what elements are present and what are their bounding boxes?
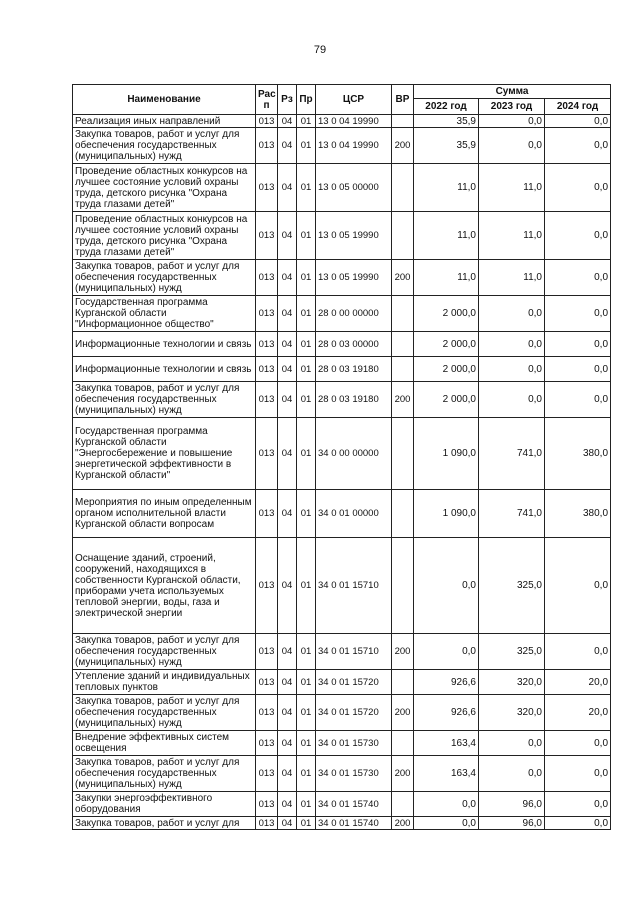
cell-y2023: 320,0: [479, 695, 545, 731]
cell-y2024: 0,0: [545, 128, 611, 164]
cell-csr: 28 0 03 00000: [316, 332, 392, 357]
cell-y2023: 325,0: [479, 634, 545, 670]
cell-pr: 01: [297, 296, 316, 332]
cell-y2024: 0,0: [545, 357, 611, 382]
cell-vr: [392, 212, 414, 260]
cell-rasp: 013: [256, 296, 278, 332]
cell-rasp: 013: [256, 695, 278, 731]
cell-pr: 01: [297, 490, 316, 538]
cell-vr: [392, 164, 414, 212]
cell-y2023: 11,0: [479, 164, 545, 212]
header-sum: Сумма: [414, 85, 611, 99]
page-number: 79: [313, 44, 327, 56]
cell-rasp: 013: [256, 634, 278, 670]
cell-rasp: 013: [256, 731, 278, 756]
cell-rz: 04: [278, 212, 297, 260]
cell-name: Закупка товаров, работ и услуг для обеспечения государственных (муниципальных) нужд: [73, 260, 256, 296]
cell-csr: 13 0 04 19990: [316, 128, 392, 164]
cell-pr: 01: [297, 115, 316, 128]
cell-pr: 01: [297, 260, 316, 296]
cell-y2023: 0,0: [479, 332, 545, 357]
cell-csr: 13 0 05 19990: [316, 260, 392, 296]
cell-vr: 200: [392, 756, 414, 792]
cell-vr: [392, 731, 414, 756]
cell-y2022: 11,0: [414, 164, 479, 212]
cell-rz: 04: [278, 695, 297, 731]
cell-csr: 34 0 01 00000: [316, 490, 392, 538]
cell-rz: 04: [278, 128, 297, 164]
cell-pr: 01: [297, 418, 316, 490]
cell-rz: 04: [278, 538, 297, 634]
cell-name: Утепление зданий и индивидуальных тепловых пунктов: [73, 670, 256, 695]
cell-rz: 04: [278, 792, 297, 817]
cell-y2024: 0,0: [545, 792, 611, 817]
cell-name: Закупка товаров, работ и услуг для обеспечения государственных (муниципальных) нужд: [73, 634, 256, 670]
cell-y2024: 0,0: [545, 756, 611, 792]
cell-rz: 04: [278, 332, 297, 357]
cell-y2024: 20,0: [545, 670, 611, 695]
header-name: Наименование: [73, 85, 256, 115]
cell-rz: 04: [278, 817, 297, 830]
cell-rz: 04: [278, 490, 297, 538]
cell-y2024: 380,0: [545, 418, 611, 490]
table-row: [73, 792, 611, 817]
cell-y2024: 0,0: [545, 296, 611, 332]
cell-pr: 01: [297, 731, 316, 756]
cell-pr: 01: [297, 212, 316, 260]
cell-rasp: 013: [256, 817, 278, 830]
cell-pr: 01: [297, 792, 316, 817]
cell-y2024: 0,0: [545, 164, 611, 212]
cell-rasp: 013: [256, 756, 278, 792]
cell-csr: 13 0 04 19990: [316, 115, 392, 128]
cell-name: Закупка товаров, работ и услуг для: [73, 817, 256, 830]
table-row: [73, 670, 611, 695]
cell-rasp: 013: [256, 128, 278, 164]
cell-vr: 200: [392, 128, 414, 164]
cell-name: Внедрение эффективных систем освещения: [73, 731, 256, 756]
table-row: [73, 817, 611, 830]
cell-y2023: 0,0: [479, 296, 545, 332]
cell-y2023: 325,0: [479, 538, 545, 634]
cell-y2024: 0,0: [545, 538, 611, 634]
cell-csr: 34 0 00 00000: [316, 418, 392, 490]
cell-vr: 200: [392, 634, 414, 670]
cell-rz: 04: [278, 382, 297, 418]
cell-csr: 34 0 01 15720: [316, 695, 392, 731]
table-row: [73, 332, 611, 357]
cell-csr: 34 0 01 15740: [316, 817, 392, 830]
cell-name: Реализация иных направлений: [73, 115, 256, 128]
header-vr: ВР: [392, 85, 414, 115]
cell-rz: 04: [278, 260, 297, 296]
cell-vr: [392, 332, 414, 357]
cell-y2022: 2 000,0: [414, 296, 479, 332]
cell-csr: 34 0 01 15730: [316, 731, 392, 756]
cell-y2022: 1 090,0: [414, 490, 479, 538]
cell-rasp: 013: [256, 670, 278, 695]
cell-rz: 04: [278, 164, 297, 212]
cell-vr: 200: [392, 817, 414, 830]
cell-y2023: 96,0: [479, 817, 545, 830]
cell-rasp: 013: [256, 357, 278, 382]
cell-vr: [392, 357, 414, 382]
cell-y2022: 926,6: [414, 695, 479, 731]
cell-vr: [392, 418, 414, 490]
cell-y2022: 2 000,0: [414, 357, 479, 382]
table-row: [73, 634, 611, 670]
table-row: [73, 418, 611, 490]
cell-pr: 01: [297, 164, 316, 212]
cell-rz: 04: [278, 634, 297, 670]
cell-vr: [392, 296, 414, 332]
cell-name: Закупка товаров, работ и услуг для обеспечения государственных (муниципальных) нужд: [73, 382, 256, 418]
cell-rasp: 013: [256, 418, 278, 490]
cell-y2024: 0,0: [545, 332, 611, 357]
cell-pr: 01: [297, 128, 316, 164]
cell-name: Закупки энергоэффективного оборудования: [73, 792, 256, 817]
cell-y2023: 0,0: [479, 357, 545, 382]
cell-y2022: 2 000,0: [414, 382, 479, 418]
cell-csr: 34 0 01 15740: [316, 792, 392, 817]
cell-name: Закупка товаров, работ и услуг для обеспечения государственных (муниципальных) нужд: [73, 695, 256, 731]
header-2024: 2024 год: [545, 99, 611, 115]
cell-csr: 28 0 03 19180: [316, 382, 392, 418]
cell-y2023: 0,0: [479, 115, 545, 128]
cell-y2022: 926,6: [414, 670, 479, 695]
cell-y2023: 0,0: [479, 731, 545, 756]
table-row: [73, 490, 611, 538]
cell-pr: 01: [297, 332, 316, 357]
cell-rasp: 013: [256, 538, 278, 634]
cell-y2024: 0,0: [545, 382, 611, 418]
cell-pr: 01: [297, 670, 316, 695]
cell-rz: 04: [278, 115, 297, 128]
cell-csr: 34 0 01 15730: [316, 756, 392, 792]
header-2023: 2023 год: [479, 99, 545, 115]
cell-rasp: 013: [256, 792, 278, 817]
cell-rz: 04: [278, 670, 297, 695]
table-row: [73, 731, 611, 756]
cell-y2024: 0,0: [545, 817, 611, 830]
cell-csr: 34 0 01 15710: [316, 634, 392, 670]
cell-csr: 28 0 03 19180: [316, 357, 392, 382]
budget-table: [72, 84, 611, 830]
cell-vr: 200: [392, 260, 414, 296]
cell-y2023: 0,0: [479, 128, 545, 164]
table-row: [73, 212, 611, 260]
cell-y2022: 35,9: [414, 115, 479, 128]
cell-csr: 34 0 01 15710: [316, 538, 392, 634]
cell-vr: [392, 490, 414, 538]
table-row: [73, 695, 611, 731]
cell-name: Оснащение зданий, строений, сооружений, находящихся в собственности Курганской области, приборами учета используемых тепловой энергии, воды, газа и электрической энергии: [73, 538, 256, 634]
cell-y2022: 163,4: [414, 731, 479, 756]
header-2022: 2022 год: [414, 99, 479, 115]
cell-y2022: 0,0: [414, 634, 479, 670]
cell-y2022: 11,0: [414, 260, 479, 296]
cell-y2022: 1 090,0: [414, 418, 479, 490]
cell-name: Информационные технологии и связь: [73, 332, 256, 357]
cell-y2023: 0,0: [479, 382, 545, 418]
cell-vr: 200: [392, 695, 414, 731]
cell-rasp: 013: [256, 164, 278, 212]
table-row: [73, 756, 611, 792]
cell-name: Проведение областных конкурсов на лучшее состояние условий охраны труда, детского рисунка "Охрана труда глазами детей": [73, 212, 256, 260]
cell-rz: 04: [278, 731, 297, 756]
cell-y2022: 2 000,0: [414, 332, 479, 357]
cell-pr: 01: [297, 538, 316, 634]
cell-y2024: 0,0: [545, 634, 611, 670]
cell-rz: 04: [278, 418, 297, 490]
cell-y2024: 0,0: [545, 212, 611, 260]
cell-pr: 01: [297, 634, 316, 670]
cell-csr: 34 0 01 15720: [316, 670, 392, 695]
table-body: [73, 115, 611, 830]
cell-y2023: 0,0: [479, 756, 545, 792]
cell-y2024: 0,0: [545, 731, 611, 756]
cell-name: Информационные технологии и связь: [73, 357, 256, 382]
cell-name: Государственная программа Курганской области "Энергосбережение и повышение энергетической эффективности в Курганской области": [73, 418, 256, 490]
cell-y2024: 380,0: [545, 490, 611, 538]
table-row: [73, 357, 611, 382]
header-csr: ЦСР: [316, 85, 392, 115]
cell-y2022: 35,9: [414, 128, 479, 164]
cell-y2022: 11,0: [414, 212, 479, 260]
cell-rasp: 013: [256, 115, 278, 128]
cell-pr: 01: [297, 382, 316, 418]
header-rz: Рз: [278, 85, 297, 115]
cell-y2024: 0,0: [545, 260, 611, 296]
table-row: [73, 296, 611, 332]
cell-name: Проведение областных конкурсов на лучшее состояние условий охраны труда, детского рисунка "Охрана труда глазами детей": [73, 164, 256, 212]
cell-name: Закупка товаров, работ и услуг для обеспечения государственных (муниципальных) нужд: [73, 756, 256, 792]
cell-y2024: 0,0: [545, 115, 611, 128]
cell-pr: 01: [297, 695, 316, 731]
cell-y2023: 11,0: [479, 260, 545, 296]
cell-rz: 04: [278, 296, 297, 332]
cell-name: Закупка товаров, работ и услуг для обеспечения государственных (муниципальных) нужд: [73, 128, 256, 164]
cell-y2023: 11,0: [479, 212, 545, 260]
table-row: [73, 128, 611, 164]
table-row: [73, 538, 611, 634]
cell-y2022: 0,0: [414, 817, 479, 830]
header-pr: Пр: [297, 85, 316, 115]
cell-y2023: 96,0: [479, 792, 545, 817]
cell-name: Мероприятия по иным определенным органом исполнительной власти Курганской области вопросам: [73, 490, 256, 538]
table-row: [73, 164, 611, 212]
cell-y2022: 0,0: [414, 538, 479, 634]
cell-rasp: 013: [256, 260, 278, 296]
header-rasp: Рас п: [256, 85, 278, 115]
cell-rasp: 013: [256, 490, 278, 538]
cell-rasp: 013: [256, 332, 278, 357]
cell-csr: 13 0 05 00000: [316, 164, 392, 212]
cell-vr: [392, 538, 414, 634]
cell-csr: 13 0 05 19990: [316, 212, 392, 260]
cell-rasp: 013: [256, 382, 278, 418]
cell-rasp: 013: [256, 212, 278, 260]
cell-vr: [392, 792, 414, 817]
cell-pr: 01: [297, 756, 316, 792]
cell-y2024: 20,0: [545, 695, 611, 731]
cell-y2022: 0,0: [414, 792, 479, 817]
cell-vr: [392, 670, 414, 695]
cell-y2022: 163,4: [414, 756, 479, 792]
cell-pr: 01: [297, 357, 316, 382]
cell-rz: 04: [278, 357, 297, 382]
cell-csr: 28 0 00 00000: [316, 296, 392, 332]
cell-y2023: 741,0: [479, 490, 545, 538]
cell-rz: 04: [278, 756, 297, 792]
table-row: [73, 260, 611, 296]
table-row: [73, 115, 611, 128]
cell-y2023: 741,0: [479, 418, 545, 490]
table-row: [73, 382, 611, 418]
cell-pr: 01: [297, 817, 316, 830]
cell-vr: [392, 115, 414, 128]
cell-name: Государственная программа Курганской области "Информационное общество": [73, 296, 256, 332]
cell-y2023: 320,0: [479, 670, 545, 695]
cell-vr: 200: [392, 382, 414, 418]
